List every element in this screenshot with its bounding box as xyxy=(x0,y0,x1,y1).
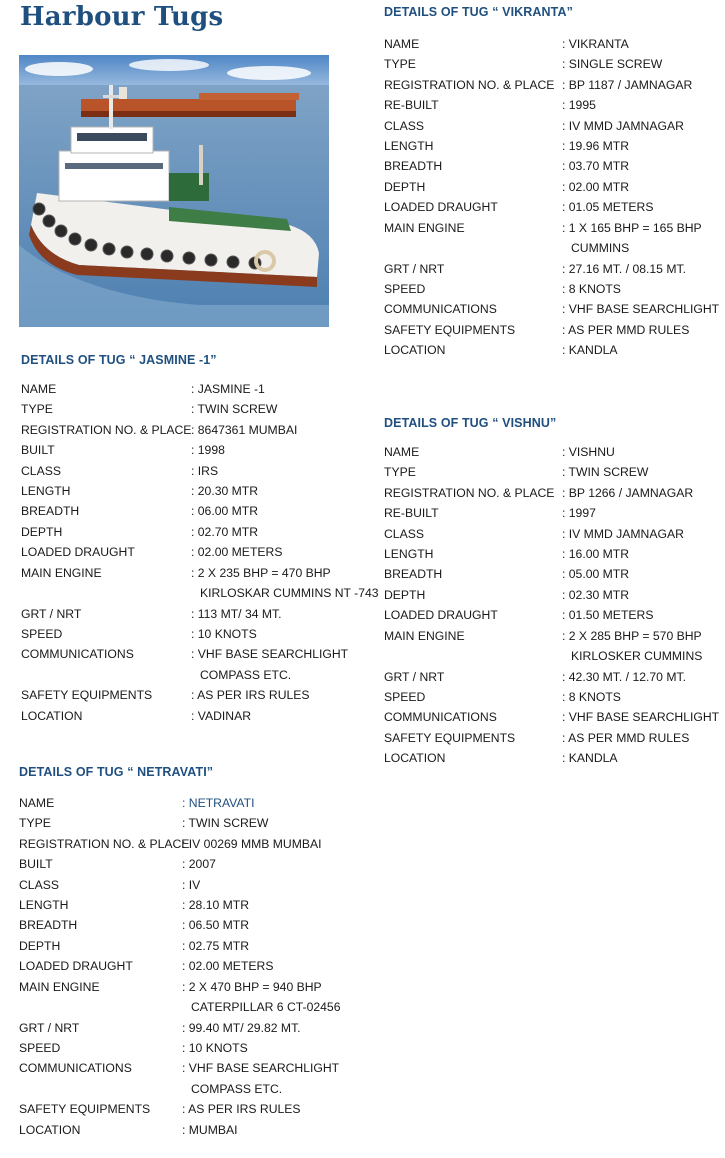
spec-label: NAME xyxy=(384,37,420,51)
spec-row xyxy=(384,687,621,707)
spec-row xyxy=(21,685,310,705)
spec-row xyxy=(19,875,213,895)
spec-value: : 28.10 MTR xyxy=(182,898,250,913)
spec-row xyxy=(21,379,265,399)
spec-label: LOADED DRAUGHT xyxy=(21,545,135,560)
spec-table xyxy=(384,34,720,361)
spec-value: : 20.30 MTR xyxy=(191,484,259,499)
spec-label: DEPTH xyxy=(21,524,63,539)
spec-value: : VHF BASE SEARCHLIGHT COMPASS ETC. xyxy=(191,647,349,682)
spec-row xyxy=(384,197,654,217)
spec-value: : 2007 xyxy=(182,857,216,872)
spec-row xyxy=(384,95,596,115)
spec-row xyxy=(21,706,252,726)
spec-value: : 03.70 MTR xyxy=(562,159,630,174)
spec-label: BREADTH xyxy=(384,159,443,174)
section-vishnu xyxy=(384,416,720,769)
spec-row xyxy=(19,1120,238,1140)
spec-row xyxy=(19,977,341,1018)
spec-label: SPEED xyxy=(384,282,426,297)
spec-value: : 8 KNOTS xyxy=(562,690,621,705)
spec-value: : TWIN SCREW xyxy=(182,816,269,831)
spec-row xyxy=(19,834,322,854)
spec-label: COMMUNICATIONS xyxy=(384,710,497,725)
spec-value: : 113 MT/ 34 MT. xyxy=(191,606,282,621)
spec-label: DEPTH xyxy=(384,587,426,602)
spec-row xyxy=(21,522,259,542)
spec-label: MAIN ENGINE xyxy=(384,628,465,643)
spec-value: : 02.30 MTR xyxy=(562,587,630,602)
spec-label: LOADED DRAUGHT xyxy=(19,959,133,974)
spec-row xyxy=(384,156,630,176)
spec-value: : IV MMD JAMNAGAR xyxy=(562,526,684,541)
spec-value: : NETRAVATI xyxy=(182,796,255,810)
spec-value: : JASMINE -1 xyxy=(191,382,265,396)
spec-row xyxy=(384,116,684,136)
spec-row xyxy=(21,604,282,624)
spec-value: : BP 1187 / JAMNAGAR xyxy=(562,77,693,92)
spec-label: SPEED xyxy=(19,1041,61,1056)
spec-row xyxy=(19,1018,301,1038)
spec-value: : IV MMD JAMNAGAR xyxy=(562,118,684,133)
spec-value: : 06.50 MTR xyxy=(182,918,250,933)
spec-label: NAME xyxy=(21,382,57,396)
spec-row xyxy=(19,936,250,956)
spec-value: : 02.75 MTR xyxy=(182,938,250,953)
spec-row xyxy=(384,748,618,768)
spec-label: REGISTRATION NO. & PLACE xyxy=(19,836,190,851)
spec-label: LENGTH xyxy=(19,898,69,913)
spec-table xyxy=(384,442,720,769)
spec-label: LENGTH xyxy=(21,484,71,499)
spec-row xyxy=(21,440,225,460)
spec-label: SAFETY EQUIPMENTS xyxy=(19,1102,151,1117)
spec-value: : AS PER IRS RULES xyxy=(191,688,310,703)
spec-label: BREADTH xyxy=(21,504,80,519)
spec-label: LOCATION xyxy=(21,708,83,723)
spec-value: : VIKRANTA xyxy=(562,37,629,51)
spec-row xyxy=(384,54,663,74)
spec-label: CLASS xyxy=(19,877,59,892)
spec-value: : 06.00 MTR xyxy=(191,504,259,519)
spec-value: : 2 X 470 BHP = 940 BHP CATERPILLAR 6 CT-02456 xyxy=(182,979,341,1015)
section-jasmine xyxy=(21,353,379,726)
spec-value: : 16.00 MTR xyxy=(562,547,630,562)
spec-value: : VHF BASE SEARCHLIGHT xyxy=(562,302,720,317)
spec-row xyxy=(384,299,720,319)
spec-label: CLASS xyxy=(384,118,424,133)
spec-row xyxy=(21,624,257,644)
spec-label: NAME xyxy=(384,445,420,459)
spec-value: : VHF BASE SEARCHLIGHT COMPASS ETC. xyxy=(182,1061,340,1096)
spec-label: RE-BUILT xyxy=(384,98,439,113)
spec-label: CLASS xyxy=(384,526,424,541)
spec-value: : IV 00269 MMB MUMBAI xyxy=(182,836,322,851)
spec-label: RE-BUILT xyxy=(384,506,439,521)
spec-row xyxy=(21,501,259,521)
spec-value: : 8647361 MUMBAI xyxy=(191,422,298,437)
spec-label: GRT / NRT xyxy=(384,669,445,684)
spec-label: GRT / NRT xyxy=(19,1020,80,1035)
spec-row xyxy=(21,461,217,481)
spec-value: : 02.00 METERS xyxy=(191,545,283,560)
section-vikranta xyxy=(384,5,720,361)
spec-value: : 10 KNOTS xyxy=(191,627,257,642)
spec-row xyxy=(384,34,629,54)
spec-row xyxy=(384,524,684,544)
section-title: DETAILS OF TUG “ NETRAVATI” xyxy=(19,765,214,779)
tug-photo-illustration xyxy=(19,55,329,327)
spec-label: BREADTH xyxy=(384,567,443,582)
spec-label: SPEED xyxy=(384,690,426,705)
spec-label: DEPTH xyxy=(19,938,61,953)
spec-value: : 19.96 MTR xyxy=(562,139,630,154)
spec-value: : IRS xyxy=(191,463,219,478)
spec-value: : MUMBAI xyxy=(182,1122,238,1137)
spec-row xyxy=(384,667,686,687)
spec-value: : TWIN SCREW xyxy=(191,402,278,417)
spec-row xyxy=(384,626,703,667)
spec-value: : 8 KNOTS xyxy=(562,282,621,297)
spec-value: : VISHNU xyxy=(562,445,615,459)
spec-row xyxy=(384,218,702,259)
spec-label: LOADED DRAUGHT xyxy=(384,608,498,623)
spec-row xyxy=(21,542,283,562)
spec-row xyxy=(384,483,694,503)
spec-value: : 05.00 MTR xyxy=(562,567,630,582)
spec-value: : 2 X 235 BHP = 470 BHP KIRLOSKAR CUMMINS NT -743 xyxy=(191,565,379,601)
spec-value: : KANDLA xyxy=(562,751,618,766)
spec-value: : 02.00 MTR xyxy=(562,179,630,194)
spec-label: GRT / NRT xyxy=(21,606,82,621)
spec-row xyxy=(384,442,615,462)
spec-label: BUILT xyxy=(21,443,55,458)
section-title: DETAILS OF TUG “ JASMINE -1” xyxy=(21,353,217,367)
spec-label: COMMUNICATIONS xyxy=(19,1061,132,1076)
spec-row xyxy=(384,320,690,340)
spec-value: : 10 KNOTS xyxy=(182,1041,248,1056)
spec-label: LOCATION xyxy=(384,751,446,766)
spec-value: : TWIN SCREW xyxy=(562,465,649,480)
spec-row xyxy=(384,177,630,197)
spec-row xyxy=(19,1038,248,1058)
spec-label: TYPE xyxy=(384,57,416,72)
spec-label: REGISTRATION NO. & PLACE xyxy=(384,77,555,92)
spec-label: TYPE xyxy=(21,402,53,417)
spec-row xyxy=(384,503,596,523)
spec-label: CLASS xyxy=(21,463,61,478)
spec-value: : 1995 xyxy=(562,98,596,113)
tug-photo xyxy=(19,55,329,327)
spec-value: : 2 X 285 BHP = 570 BHP KIRLOSKER CUMMINS xyxy=(562,628,703,664)
spec-label: SPEED xyxy=(21,627,63,642)
spec-label: COMMUNICATIONS xyxy=(384,302,497,317)
spec-label: TYPE xyxy=(384,465,416,480)
spec-row xyxy=(384,259,686,279)
spec-label: LOCATION xyxy=(384,343,446,358)
spec-table xyxy=(19,793,341,1140)
spec-label: SAFETY EQUIPMENTS xyxy=(384,730,516,745)
spec-label: REGISTRATION NO. & PLACE xyxy=(384,485,555,500)
spec-row xyxy=(384,544,630,564)
spec-label: NAME xyxy=(19,796,55,810)
spec-label: GRT / NRT xyxy=(384,261,445,276)
spec-row xyxy=(21,644,349,685)
spec-row xyxy=(384,585,630,605)
spec-row xyxy=(384,340,618,360)
spec-row xyxy=(21,563,379,604)
spec-row xyxy=(384,136,630,156)
spec-label: REGISTRATION NO. & PLACE xyxy=(21,422,192,437)
spec-value: : 01.05 METERS xyxy=(562,200,654,215)
spec-row xyxy=(21,481,259,501)
spec-value: : VHF BASE SEARCHLIGHT xyxy=(562,710,720,725)
spec-table xyxy=(21,379,379,726)
spec-label: DEPTH xyxy=(384,179,426,194)
spec-value: : 1998 xyxy=(191,443,225,458)
spec-label: TYPE xyxy=(19,816,51,831)
spec-row xyxy=(19,793,255,813)
section-netravati xyxy=(19,765,341,1140)
spec-row xyxy=(384,462,649,482)
spec-label: COMMUNICATIONS xyxy=(21,647,134,662)
spec-row xyxy=(21,420,298,440)
page-title: Harbour Tugs xyxy=(20,2,224,32)
spec-label: LENGTH xyxy=(384,547,434,562)
spec-row xyxy=(384,707,720,727)
spec-value: : AS PER MMD RULES xyxy=(562,322,690,337)
spec-value: : 1997 xyxy=(562,506,596,521)
spec-row xyxy=(19,915,250,935)
spec-value: : 02.00 METERS xyxy=(182,959,274,974)
spec-row xyxy=(19,854,216,874)
spec-row xyxy=(19,813,269,833)
spec-value: : 27.16 MT. / 08.15 MT. xyxy=(562,261,686,276)
spec-value: : 99.40 MT/ 29.82 MT. xyxy=(182,1020,301,1035)
section-title: DETAILS OF TUG “ VISHNU” xyxy=(384,416,557,430)
spec-row xyxy=(19,1058,340,1099)
spec-label: MAIN ENGINE xyxy=(21,565,102,580)
spec-row xyxy=(19,1099,301,1119)
spec-value: : BP 1266 / JAMNAGAR xyxy=(562,485,694,500)
spec-value: : AS PER MMD RULES xyxy=(562,730,690,745)
spec-value: : SINGLE SCREW xyxy=(562,57,663,72)
spec-label: BREADTH xyxy=(19,918,78,933)
spec-row xyxy=(19,895,250,915)
spec-label: LOCATION xyxy=(19,1122,81,1137)
spec-value: : KANDLA xyxy=(562,343,618,358)
spec-row xyxy=(384,279,621,299)
spec-value: : AS PER IRS RULES xyxy=(182,1102,301,1117)
spec-value: : 42.30 MT. / 12.70 MT. xyxy=(562,669,686,684)
spec-value: : 01.50 METERS xyxy=(562,608,654,623)
spec-value: : 1 X 165 BHP = 165 BHP CUMMINS xyxy=(562,220,702,256)
spec-label: BUILT xyxy=(19,857,53,872)
spec-label: SAFETY EQUIPMENTS xyxy=(384,322,516,337)
spec-value: : IV xyxy=(182,877,201,892)
spec-row xyxy=(384,605,654,625)
spec-label: MAIN ENGINE xyxy=(19,979,100,994)
spec-row xyxy=(384,75,693,95)
spec-value: : VADINAR xyxy=(191,708,252,723)
spec-label: LOADED DRAUGHT xyxy=(384,200,498,215)
spec-row xyxy=(21,399,278,419)
section-title: DETAILS OF TUG “ VIKRANTA” xyxy=(384,5,573,19)
spec-value: : 02.70 MTR xyxy=(191,524,259,539)
spec-row xyxy=(384,564,630,584)
spec-label: SAFETY EQUIPMENTS xyxy=(21,688,153,703)
spec-label: MAIN ENGINE xyxy=(384,220,465,235)
spec-label: LENGTH xyxy=(384,139,434,154)
spec-row xyxy=(384,728,690,748)
spec-row xyxy=(19,956,274,976)
